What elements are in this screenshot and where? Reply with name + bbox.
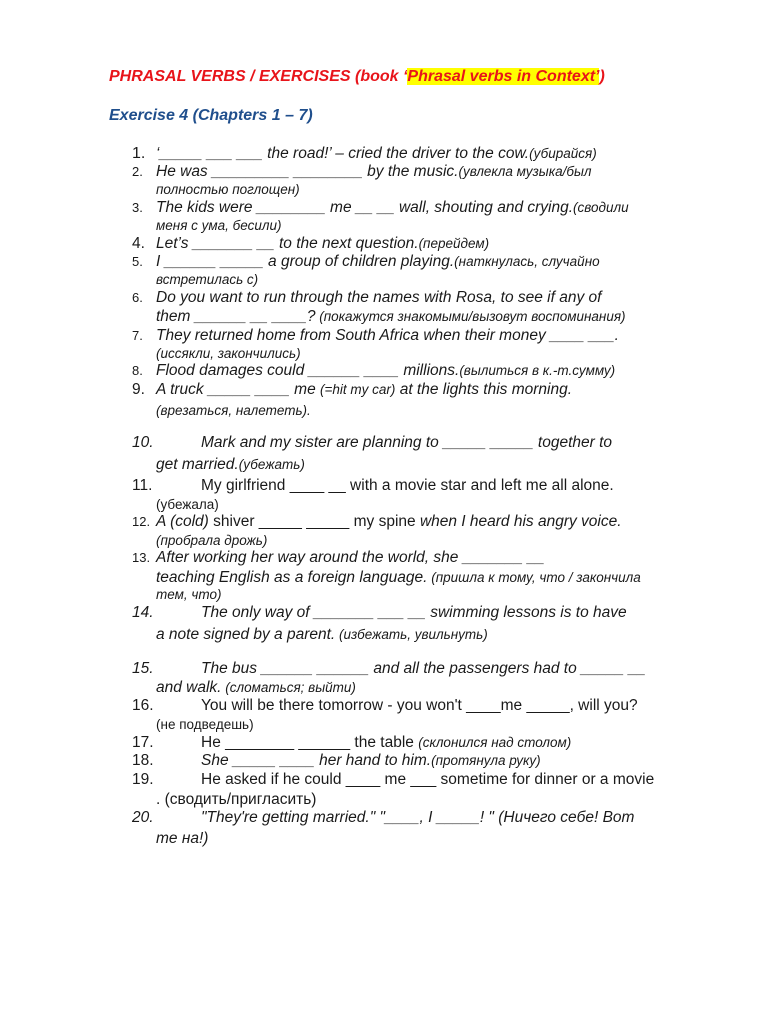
item-text: A truck _____ ____ me: [156, 381, 320, 398]
item-line: [156, 401, 311, 421]
item-text: Do you want to run through the names with Rosa, to see if any of: [156, 289, 602, 306]
item-number: 20.: [132, 809, 154, 826]
item-number: 5.: [132, 254, 143, 269]
item-line: [201, 603, 627, 623]
translation-hint: полностью поглощен): [156, 182, 300, 197]
item-number: 11.: [132, 477, 153, 494]
item-number: 2.: [132, 164, 143, 179]
item-number: 4.: [132, 235, 145, 252]
item-line: [156, 715, 254, 735]
translation-hint: (избежать, увильнуть): [335, 627, 488, 642]
item-text: те на!): [156, 830, 209, 847]
item-text: I ______ _____ a group of children playing.: [156, 253, 455, 270]
item-number: 1.: [132, 145, 146, 162]
item-text: shiver _____ _____ my spine: [208, 513, 420, 530]
item-text: After working her way around the world, she _______ __: [156, 549, 545, 566]
book-title-highlight: Phrasal verbs in Context’: [407, 68, 600, 85]
item-line: [201, 770, 654, 790]
item-line: [156, 252, 600, 272]
item-text: My girlfriend ____ __ with a movie star and left me all alone.: [201, 477, 614, 494]
item-line: [156, 512, 622, 532]
translation-hint: (пришла к тому, что / закончила: [427, 570, 641, 585]
item-number: 16.: [132, 697, 154, 714]
item-number: 14.: [132, 604, 154, 621]
item-text: them ______ __ ____?: [156, 308, 316, 325]
item-line: [201, 659, 646, 679]
item-number: 10.: [132, 434, 154, 451]
translation-hint: (врезаться, налететь).: [156, 403, 311, 418]
item-line: [201, 476, 614, 496]
item-line: [156, 568, 641, 588]
translation-hint: (пробрала дрожь): [156, 533, 268, 548]
item-text: when I heard his angry voice.: [419, 513, 622, 530]
item-line: [156, 270, 258, 290]
item-line: [156, 144, 597, 164]
item-line: [156, 326, 619, 346]
translation-hint: (покажутся знакомыми/вызовут воспоминания): [315, 309, 626, 324]
item-text: The kids were ________ me __ __ wall, shouting and crying.: [156, 199, 574, 216]
item-line: [156, 162, 592, 182]
translation-hint: (убежать): [238, 457, 305, 472]
item-text: ‘_____ ___ ___ the road!’ – cried the driver to the cow.: [156, 145, 530, 162]
translation-hint: встретилась с): [156, 272, 259, 287]
item-line: [156, 198, 629, 218]
item-line: [201, 696, 638, 716]
item-text: teaching English as a foreign language.: [156, 569, 428, 586]
item-line: [201, 751, 541, 771]
title-prefix: PHRASAL VERBS / EXERCISES (book ‘: [109, 68, 408, 85]
translation-hint: (=hit my car): [320, 382, 396, 397]
item-line: [156, 288, 601, 308]
item-text: He asked if he could ____ me ___ sometime for dinner or a movie: [201, 771, 655, 788]
item-text: He ________ ______ the table: [201, 734, 419, 751]
item-text: The only way of _______ ___ __ swimming lessons is to have: [201, 604, 627, 621]
translation-hint: (убежала): [156, 497, 219, 512]
item-line: [156, 829, 208, 849]
item-text: "They're getting married." "____, I _____! " (Ничего себе! Вот: [201, 809, 635, 826]
translation-hint: (не подведешь): [156, 717, 254, 732]
translation-hint: (иссякли, закончились): [156, 346, 301, 361]
item-text: a note signed by a parent.: [156, 626, 336, 643]
translation-hint: (увлекла музыка/был: [458, 164, 592, 179]
item-text: Flood damages could ______ ____ millions.: [156, 362, 460, 379]
item-line: [156, 678, 356, 698]
item-line: [156, 234, 489, 254]
title-suffix: ): [599, 68, 605, 85]
item-number: 12.: [132, 514, 151, 529]
item-text: The bus ______ ______ and all the passengers had to _____ __: [201, 660, 646, 677]
item-number: 8.: [132, 363, 143, 378]
item-line: [201, 808, 634, 828]
exercise-heading: Exercise 4 (Chapters 1 – 7): [109, 107, 313, 124]
item-line: [201, 433, 612, 453]
item-number: 18.: [132, 752, 154, 769]
item-number: 3.: [132, 200, 143, 215]
item-text: She _____ ____ her hand to him.: [201, 752, 432, 769]
translation-hint: (убирайся): [529, 146, 597, 161]
item-line: [156, 455, 305, 475]
translation-hint: тем, что): [156, 587, 222, 602]
item-number: 17.: [132, 734, 154, 751]
item-line: [156, 180, 300, 200]
item-line: [156, 380, 572, 400]
item-line: [156, 625, 488, 645]
item-number: 6.: [132, 290, 143, 305]
translation-hint: меня с ума, бесили): [156, 218, 282, 233]
item-line: [156, 216, 282, 236]
item-line: [156, 790, 316, 810]
item-text: He was _________ ________ by the music.: [156, 163, 459, 180]
item-text: at the lights this morning.: [395, 381, 573, 398]
translation-hint: (вылиться в к.-т.сумму): [459, 363, 616, 378]
item-text: You will be there tomorrow - you won't ____me _____, will you?: [201, 697, 638, 714]
item-text: Mark and my sister are planning to _____ _____ together to: [201, 434, 613, 451]
item-line: [201, 733, 571, 753]
item-text: They returned home from South Africa when their money ____ ___.: [156, 327, 619, 344]
item-number: 7.: [132, 328, 143, 343]
item-number: 19.: [132, 771, 154, 788]
item-text: get married.: [156, 456, 239, 473]
item-text: A (cold): [156, 513, 209, 530]
item-text: . (сводить/пригласить): [156, 791, 317, 808]
item-line: [156, 548, 545, 568]
item-line: [156, 585, 221, 605]
translation-hint: (сломаться; выйти): [221, 680, 356, 695]
translation-hint: (наткнулась, случайно: [454, 254, 600, 269]
translation-hint: (сводили: [573, 200, 629, 215]
item-text: Let’s _______ __ to the next question.: [156, 235, 419, 252]
item-line: [156, 307, 626, 327]
item-number: 15.: [132, 660, 154, 677]
item-number: 9.: [132, 381, 145, 398]
translation-hint: (протянула руку): [431, 753, 541, 768]
translation-hint: (склонился над столом): [418, 735, 572, 750]
item-text: and walk.: [156, 679, 222, 696]
page-title: [109, 68, 605, 86]
item-number: 13.: [132, 550, 151, 565]
translation-hint: (перейдем): [418, 236, 490, 251]
item-line: [156, 361, 615, 381]
